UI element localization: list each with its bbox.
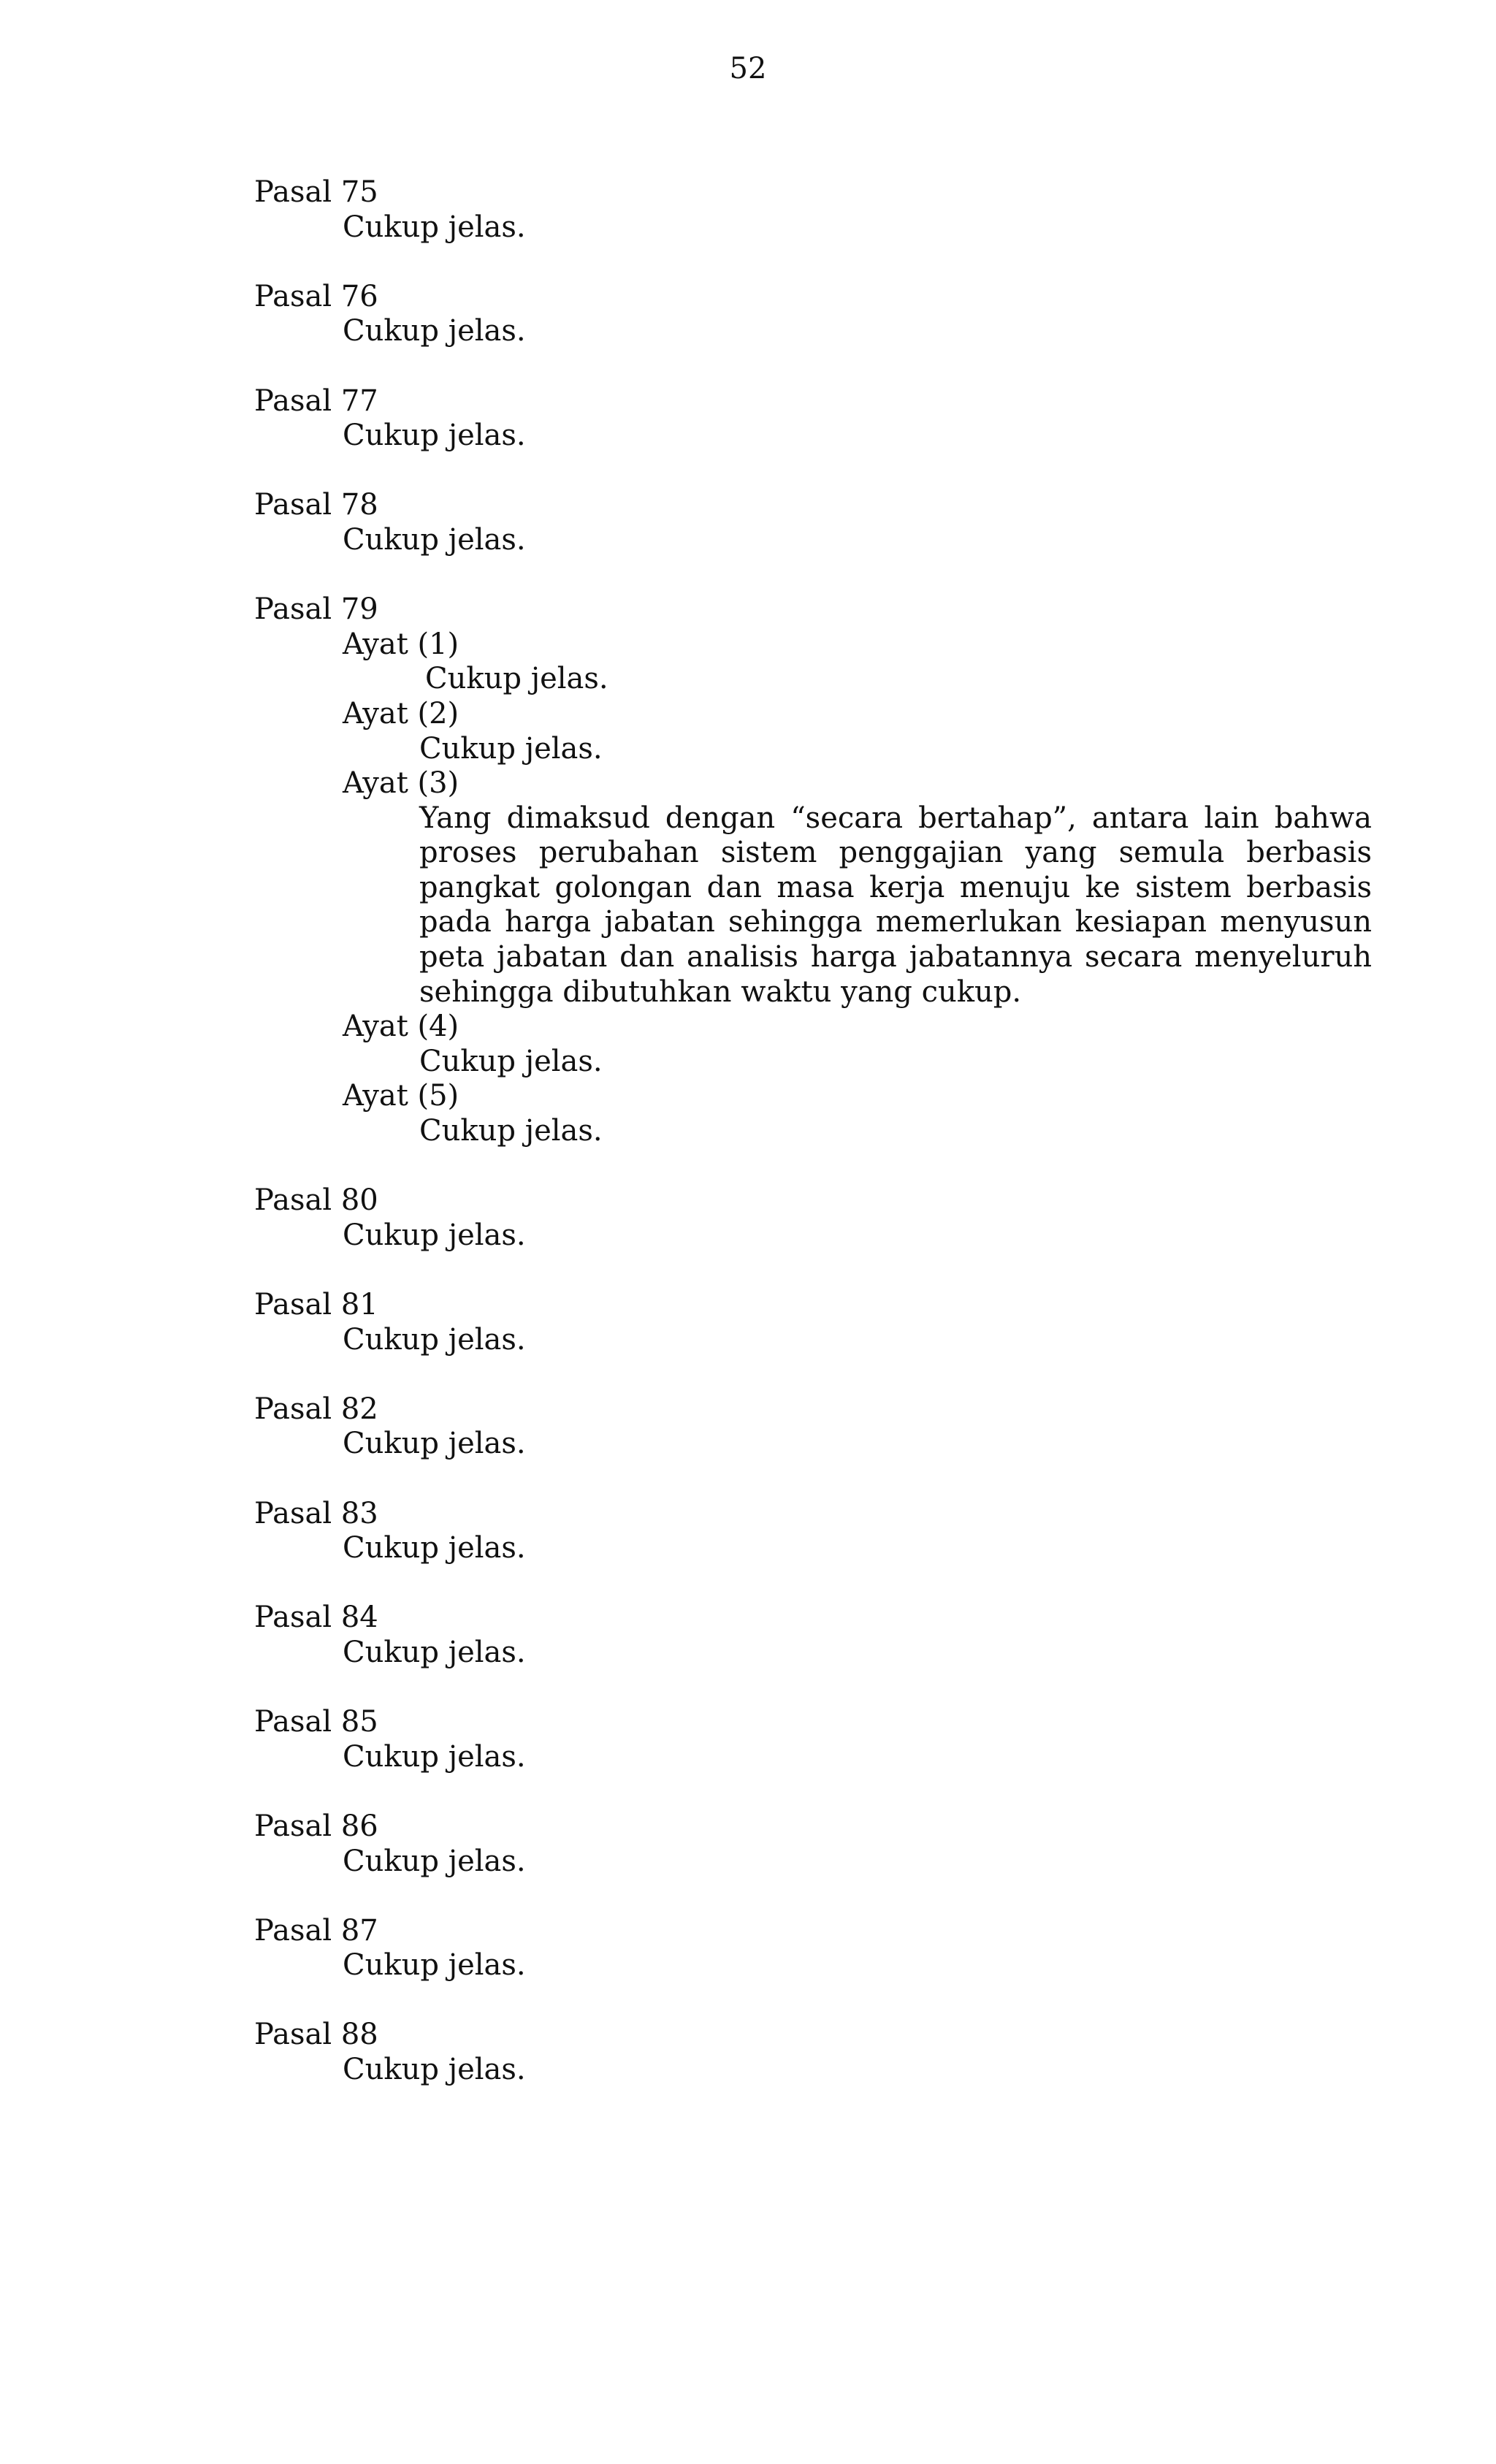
page-number: 52 — [729, 52, 767, 85]
pasal-79 — [254, 592, 1372, 1149]
pasal-explanation: Cukup jelas. — [343, 314, 526, 348]
ayat-label: Ayat (5) — [343, 1079, 459, 1113]
pasal-heading: Pasal 85 — [254, 1705, 378, 1739]
pasal-84 — [254, 1601, 1372, 1670]
pasal-77 — [254, 384, 1372, 454]
pasal-explanation: Cukup jelas. — [343, 1844, 526, 1878]
ayat-label: Ayat (3) — [343, 766, 459, 801]
pasal-88 — [254, 2018, 1372, 2087]
pasal-explanation: Cukup jelas. — [343, 1635, 526, 1669]
pasal-86 — [254, 1809, 1372, 1879]
pasal-85 — [254, 1705, 1372, 1774]
pasal-explanation: Cukup jelas. — [343, 1531, 526, 1565]
ayat-explanation: Cukup jelas. — [419, 1044, 603, 1078]
document-body — [254, 175, 1372, 2122]
ayat-explanation: Cukup jelas. — [419, 731, 603, 766]
ayat-explanation: Cukup jelas. — [425, 662, 608, 696]
pasal-76 — [254, 280, 1372, 349]
pasal-explanation: Cukup jelas. — [343, 1948, 526, 1983]
pasal-78 — [254, 488, 1372, 557]
pasal-explanation: Cukup jelas. — [343, 1218, 526, 1252]
pasal-heading: Pasal 78 — [254, 488, 378, 522]
pasal-heading: Pasal 84 — [254, 1601, 378, 1635]
pasal-explanation: Cukup jelas. — [343, 1322, 526, 1357]
pasal-80 — [254, 1183, 1372, 1253]
pasal-heading: Pasal 79 — [254, 592, 378, 627]
pasal-explanation: Cukup jelas. — [343, 210, 526, 244]
pasal-explanation: Cukup jelas. — [343, 419, 526, 453]
pasal-heading: Pasal 81 — [254, 1288, 378, 1321]
pasal-explanation: Cukup jelas. — [343, 1739, 526, 1774]
pasal-75 — [254, 175, 1372, 245]
pasal-heading: Pasal 86 — [254, 1809, 378, 1843]
pasal-83 — [254, 1497, 1372, 1566]
pasal-heading: Pasal 83 — [254, 1496, 378, 1530]
pasal-heading: Pasal 76 — [254, 279, 378, 313]
pasal-heading: Pasal 80 — [254, 1183, 378, 1218]
pasal-explanation: Cukup jelas. — [343, 1427, 526, 1461]
pasal-81 — [254, 1288, 1372, 1357]
pasal-heading: Pasal 77 — [254, 384, 378, 418]
ayat-explanation: Cukup jelas. — [419, 1114, 603, 1148]
pasal-heading: Pasal 88 — [254, 2018, 378, 2052]
pasal-heading: Pasal 87 — [254, 1913, 378, 1948]
pasal-heading: Pasal 75 — [254, 175, 378, 209]
pasal-explanation: Cukup jelas. — [343, 522, 526, 557]
pasal-heading: Pasal 82 — [254, 1392, 378, 1426]
ayat-explanation-paragraph: Yang dimaksud dengan “secara bertahap”, antara lain bahwa proses perubahan sistem penggajian yang semula berbasis pangkat golongan dan masa kerja menuju ke sistem berbasis pada harga jabatan sehingga memerlukan kesiapan menyusun peta jabatan dan analisis harga jabatannya secara menyeluruh sehingga dibutuhkan waktu yang cukup. — [419, 801, 1372, 1009]
pasal-87 — [254, 1914, 1372, 1983]
ayat-label: Ayat (4) — [343, 1010, 459, 1044]
pasal-explanation: Cukup jelas. — [343, 2053, 526, 2087]
ayat-label: Ayat (2) — [343, 696, 459, 731]
pasal-82 — [254, 1392, 1372, 1462]
ayat-label: Ayat (1) — [343, 627, 459, 661]
